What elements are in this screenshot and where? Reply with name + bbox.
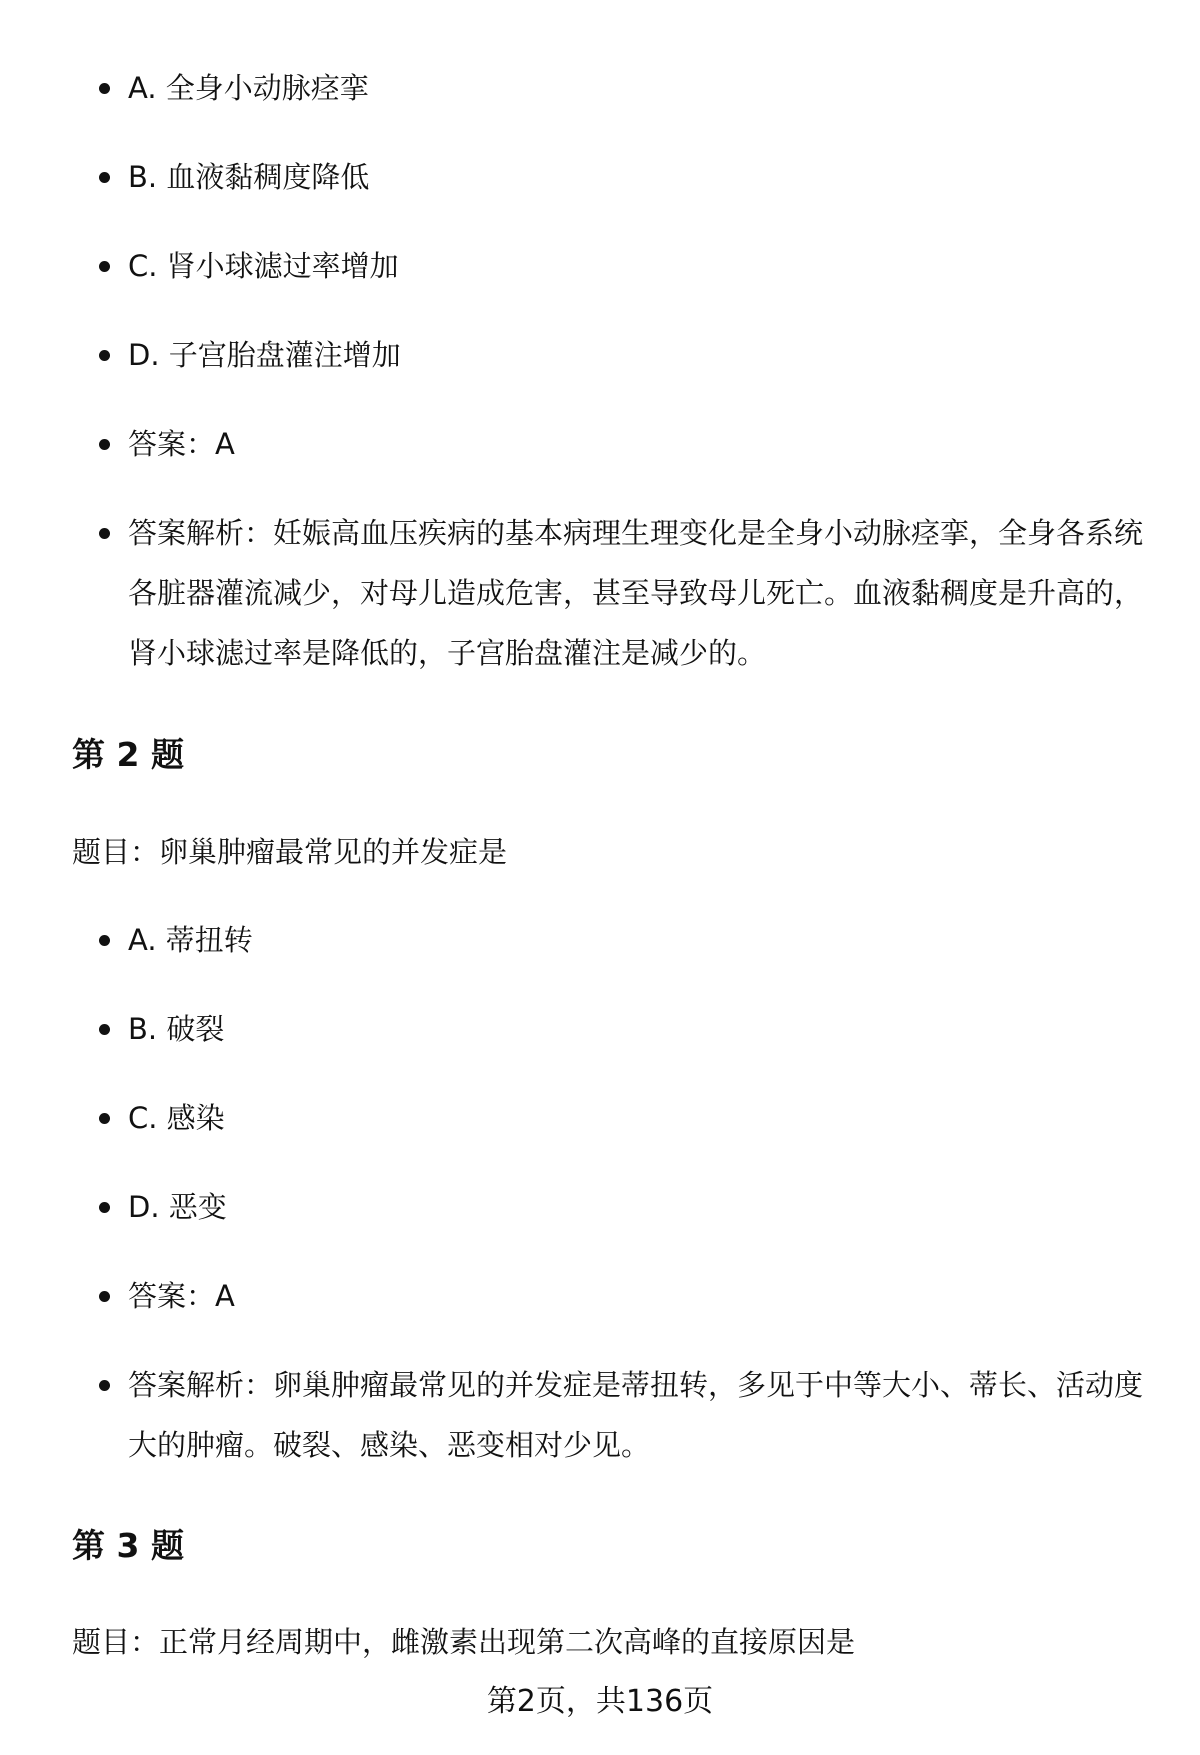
page-number: 第2页，共136页 [486, 1684, 714, 1719]
q2-heading: 第 2 题 [72, 735, 184, 774]
q2-option-a: A. 蒂扭转 [128, 910, 1143, 970]
q3-question: 题目：正常月经周期中，雌激素出现第二次高峰的直接原因是 [72, 1625, 856, 1659]
q1-explanation: 答案解析：妊娠高血压疾病的基本病理生理变化是全身小动脉痉挛，全身各系统各脏器灌流减少，对母儿造成危害，甚至导致母儿死亡。血液黏稠度是升高的，肾小球滤过率是降低的，子宫胎盘灌注是减少的。 [128, 503, 1143, 683]
q1-option-b: B. 血液黏稠度降低 [128, 147, 1143, 207]
q1-option-d: D. 子宫胎盘灌注增加 [128, 325, 1143, 385]
q1-option-c: C. 肾小球滤过率增加 [128, 236, 1143, 296]
q1-answer: 答案：A [128, 414, 1143, 474]
q3-heading: 第 3 题 [72, 1526, 184, 1565]
q2-option-d: D. 恶变 [128, 1177, 1143, 1237]
q2-answer: 答案：A [128, 1266, 1143, 1326]
q2-explanation: 答案解析：卵巢肿瘤最常见的并发症是蒂扭转，多见于中等大小、蒂长、活动度大的肿瘤。破裂、感染、恶变相对少见。 [128, 1355, 1143, 1475]
q2-option-b: B. 破裂 [128, 999, 1143, 1059]
q2-option-c: C. 感染 [128, 1088, 1143, 1148]
q1-option-a: A. 全身小动脉痉挛 [128, 58, 1143, 118]
q2-question: 题目：卵巢肿瘤最常见的并发症是 [72, 835, 508, 869]
